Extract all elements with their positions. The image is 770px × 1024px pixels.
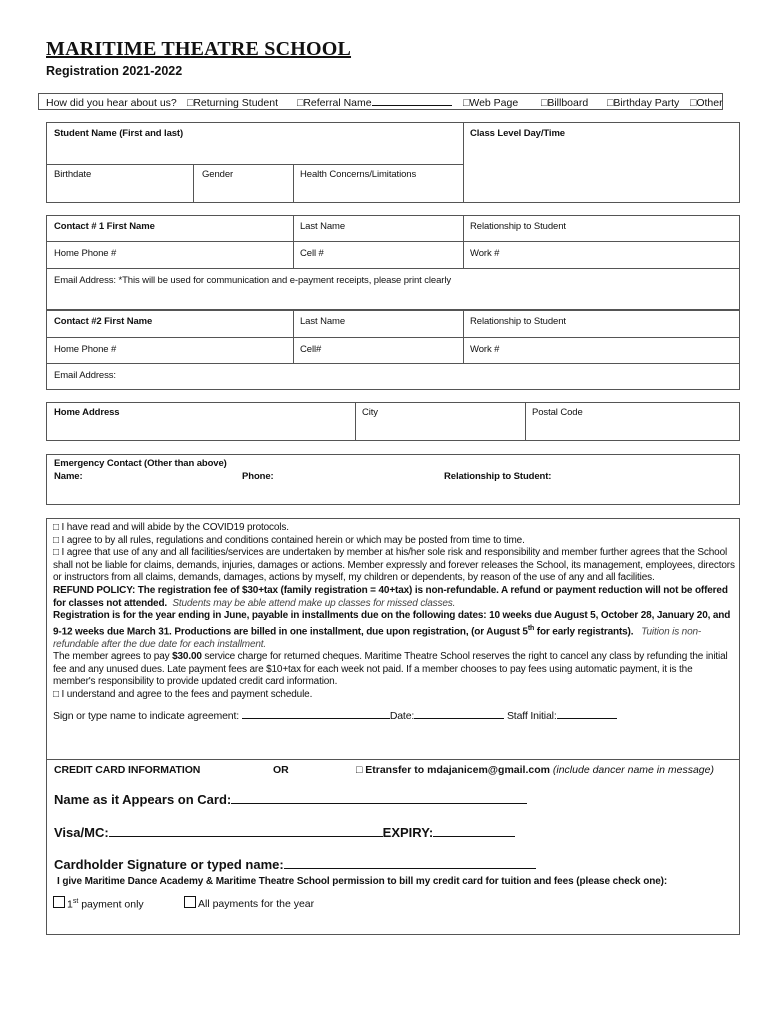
emergency-relationship-field[interactable]: Relationship to Student: (444, 471, 552, 482)
name-on-card-input[interactable] (231, 803, 527, 804)
refund-policy: REFUND POLICY: The registration fee of $30+tax (family registration = 40+tax) is non-refundable. A refund or payment reduction will not be offered for classes not attended. Students may be able attend make up classes for missed classes. (53, 584, 728, 609)
or-label: OR (273, 764, 289, 776)
contact2-section (46, 310, 740, 390)
contact1-section (46, 215, 740, 310)
agreement-section (46, 518, 740, 935)
gender-field[interactable]: Gender (202, 169, 234, 180)
etransfer-option[interactable]: □ Etransfer to mdajanicem@gmail.com (include dancer name in message) (356, 764, 714, 776)
contact1-cell-field[interactable]: Cell # (300, 248, 324, 259)
expiry-input[interactable] (433, 836, 515, 837)
staff-initial-input[interactable] (557, 718, 617, 719)
staff-initial-label: Staff Initial: (506, 709, 557, 722)
contact1-email-field[interactable]: Email Address: *This will be used for communication and e-payment receipts, please print clearly (54, 275, 451, 286)
permission-text: I give Maritime Dance Academy & Maritime Theatre School permission to bill my credit card for tuition and fees (please check one): (57, 876, 668, 887)
hear-about-row (38, 93, 723, 110)
contact1-home-phone-field[interactable]: Home Phone # (54, 248, 117, 259)
emergency-heading: Emergency Contact (Other than above) (54, 458, 227, 469)
contact1-work-field[interactable]: Work # (470, 248, 500, 259)
visa-row: Visa/MC: EXPIRY: (54, 825, 515, 840)
student-name-field[interactable]: Student Name (First and last) (54, 128, 184, 139)
option-web-page[interactable]: □Web Page (463, 97, 519, 109)
option-other[interactable]: □Other (690, 97, 723, 109)
emergency-phone-field[interactable]: Phone: (242, 471, 274, 482)
emergency-section (46, 454, 740, 505)
credit-card-heading: CREDIT CARD INFORMATION (54, 764, 201, 776)
contact2-email-field[interactable]: Email Address: (54, 370, 116, 381)
home-address-field[interactable]: Home Address (54, 407, 120, 418)
page-subtitle: Registration 2021-2022 (46, 64, 183, 78)
risk-checkbox[interactable]: □ I agree that use of any and all facilities/services are undertaken by member at his/her sole risk and responsibility and member further agrees that the School shall not be liable for claims, demands, injuries, damages or actions. Member expressly and forever releases the School, its management, employees, directors or instructors from all claims, demands, damages, actions by myself, my children or dependents, by reason of the use of any and all facilities. (53, 547, 735, 584)
contact1-last-name-field[interactable]: Last Name (300, 221, 346, 232)
contact2-cell-field[interactable]: Cell# (300, 344, 322, 355)
date-input[interactable] (414, 718, 504, 719)
emergency-name-field[interactable]: Name: (54, 471, 83, 482)
option-referral-name[interactable]: □Referral Name (297, 97, 452, 109)
page-title: MARITIME THEATRE SCHOOL (46, 38, 352, 60)
option-billboard[interactable]: □Billboard (541, 97, 589, 109)
city-field[interactable]: City (362, 407, 378, 418)
contact2-last-name-field[interactable]: Last Name (300, 316, 346, 327)
service-charge: The member agrees to pay $30.00 service charge for returned cheques. Maritime Theatre School reserves the right to cancel any class by refunding the initial fee and any unused dues. Late payment fees are $10+tax for each week not paid. If a member chooses to pay fees using automatic payment, it is the member's responsibility to provide updated credit card information. (53, 651, 728, 688)
all-payments-label: All payments for the year (198, 898, 315, 910)
payment-schedule: Registration is for the year ending in June, payable in installments due on the following dates: 10 weeks due August 5, October 28, January 20, and 9-12 weeks due March 31. Productions are billed in one installment, due upon registration, (or August 5th for early registrants). Tuition is non-refundable after the due date for each installment. (53, 610, 731, 650)
cardholder-signature-row: Cardholder Signature or typed name: (54, 857, 536, 872)
class-level-field[interactable]: Class Level Day/Time (470, 128, 565, 139)
rules-checkbox[interactable]: □ I agree to by all rules, regulations and conditions contained herein or which may be posted from time to time. (53, 534, 525, 546)
postal-code-field[interactable]: Postal Code (532, 407, 583, 418)
address-section (46, 402, 740, 441)
option-birthday-party[interactable]: □Birthday Party (607, 97, 680, 109)
option-returning-student[interactable]: □Returning Student (187, 97, 278, 109)
contact2-work-field[interactable]: Work # (470, 344, 500, 355)
sign-input[interactable] (242, 718, 390, 719)
birthdate-field[interactable]: Birthdate (54, 169, 92, 180)
student-section (46, 122, 740, 203)
all-payments-checkbox[interactable] (184, 896, 196, 908)
contact2-home-phone-field[interactable]: Home Phone # (54, 344, 117, 355)
sign-label: Sign or type name to indicate agreement: (53, 709, 240, 722)
understand-checkbox[interactable]: □ I understand and agree to the fees and payment schedule. (53, 689, 313, 701)
first-payment-label: 1st payment only (67, 898, 144, 911)
contact2-first-name-field[interactable]: Contact #2 First Name (54, 316, 153, 327)
signature-line (53, 710, 737, 723)
contact1-relationship-field[interactable]: Relationship to Student (470, 221, 566, 232)
covid-checkbox[interactable]: □ I have read and will abide by the COVID19 protocols. (53, 522, 289, 533)
cardholder-signature-input[interactable] (284, 868, 536, 869)
card-number-input[interactable] (109, 836, 383, 837)
date-label: Date: (389, 709, 415, 722)
contact1-first-name-field[interactable]: Contact # 1 First Name (54, 221, 155, 232)
hear-question: How did you hear about us? (46, 97, 177, 109)
health-field[interactable]: Health Concerns/Limitations (300, 169, 417, 180)
name-on-card-row: Name as it Appears on Card: (54, 792, 527, 807)
contact2-relationship-field[interactable]: Relationship to Student (470, 316, 566, 327)
first-payment-checkbox[interactable] (53, 896, 65, 908)
